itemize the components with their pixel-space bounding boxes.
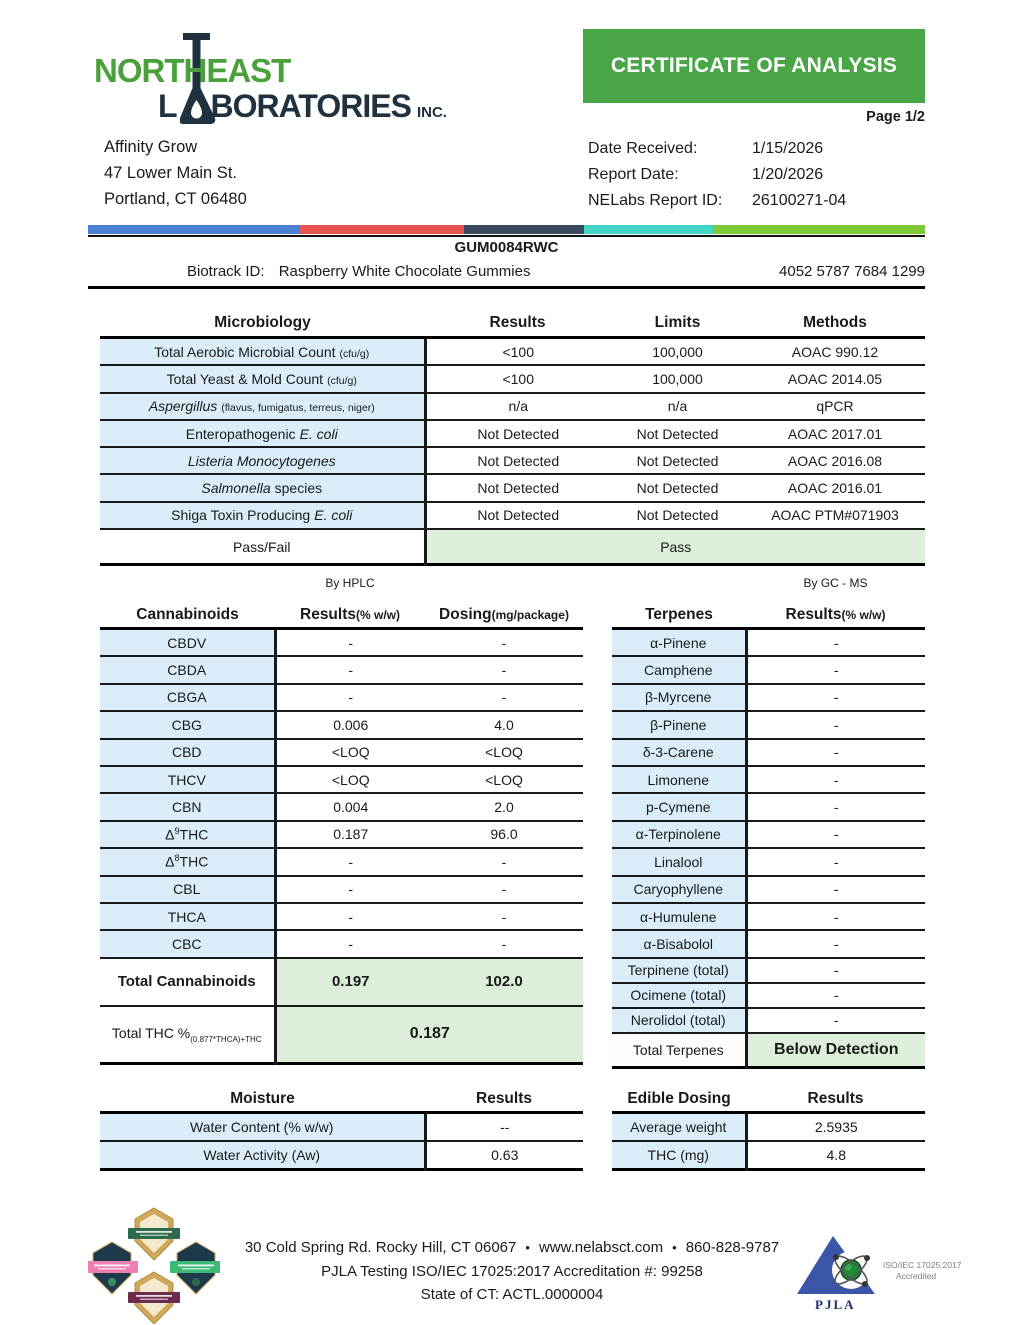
canna-dosing: - [425, 876, 583, 903]
canna-analyte-sup: 9 [174, 826, 180, 837]
micro-method: qPCR [745, 393, 925, 420]
pjla-iso-text: ISO/IEC 17025:2017 [883, 1260, 962, 1270]
terp-result: - [746, 793, 925, 820]
micro-limit: n/a [610, 393, 745, 420]
micro-analyte-name: Listeria Monocytogenes [187, 452, 336, 469]
terp-row [612, 958, 925, 983]
micro-analyte-cell [100, 420, 425, 447]
micro-analyte-name: Shiga Toxin Producing [171, 507, 311, 524]
terp-result: - [746, 684, 925, 711]
terp-analyte-cell: δ-3-Carene [612, 739, 746, 766]
terp-analyte-cell: Terpinene (total) [612, 958, 746, 983]
canna-analyte-cell [100, 711, 275, 738]
canna-result: 0.004 [275, 793, 425, 820]
micro-row [100, 447, 925, 474]
logo-word-laboratories [158, 88, 447, 125]
micro-method: AOAC 2014.05 [745, 365, 925, 392]
canna-analyte-cell [100, 629, 275, 657]
micro-result: <100 [425, 365, 610, 392]
terp-result: - [746, 1008, 925, 1033]
terp-analyte-cell: β-Myrcene [612, 684, 746, 711]
micro-header-limits: Limits [610, 310, 745, 338]
micro-result: Not Detected [425, 447, 610, 474]
terp-row [612, 930, 925, 957]
canna-row [100, 766, 583, 793]
bar-segment-navy [464, 225, 585, 234]
canna-row [100, 739, 583, 766]
edible-row-result: 4.8 [746, 1141, 925, 1170]
canna-result: 0.006 [275, 711, 425, 738]
moisture-row [100, 1141, 583, 1170]
terp-result: - [746, 876, 925, 903]
total-thc-formula: (0.877*THCA)+THC [190, 1034, 262, 1044]
micro-result: n/a [425, 393, 610, 420]
terp-row [612, 684, 925, 711]
terp-analyte-cell: Limonene [612, 766, 746, 793]
terp-analyte-cell: α-Pinene [612, 629, 746, 657]
micro-limit: Not Detected [610, 447, 745, 474]
terp-row [612, 848, 925, 875]
canna-row [100, 711, 583, 738]
micro-limit: 100,000 [652, 343, 703, 360]
canna-analyte-name: THC [179, 826, 209, 843]
canna-header-dosing [425, 603, 583, 629]
micro-limit: Not Detected [610, 502, 745, 529]
terp-total-label: Total Terpenes [612, 1033, 746, 1068]
micro-analyte-qualifier: (flavus, fumigatus, terreus, niger) [221, 402, 375, 415]
moisture-header-row [100, 1086, 583, 1113]
moisture-row-label: Water Content (% w/w) [100, 1113, 425, 1142]
meta-row [588, 188, 846, 214]
canna-header-dosing-unit: (mg/package) [491, 608, 569, 622]
canna-header-row [100, 603, 583, 629]
canna-analyte-sup: 8 [174, 853, 180, 864]
micro-analyte-cell [100, 502, 425, 529]
canna-analyte-name: CBGA [166, 689, 207, 706]
canna-dosing: - [501, 634, 507, 651]
terp-analyte-cell: α-Terpinolene [612, 821, 746, 848]
product-name: Raspberry White Chocolate Gummies [278, 263, 531, 280]
total-thc-label [100, 1006, 275, 1064]
terp-row [612, 983, 925, 1008]
passfail-value: Pass [425, 529, 925, 565]
micro-row [100, 338, 925, 366]
micro-row [100, 420, 925, 447]
canna-analyte-name: CBL [173, 881, 201, 898]
report-id-value: 26100271-04 [752, 192, 847, 209]
northeast-laboratories-logo [92, 34, 482, 134]
canna-result: - [275, 930, 425, 957]
canna-result: - [275, 656, 425, 683]
micro-analyte-cell [100, 447, 425, 474]
micro-analyte-name: Salmonella [201, 480, 271, 497]
terp-row [612, 766, 925, 793]
badge-right [170, 1242, 220, 1294]
emerald-badges-icon [88, 1206, 220, 1324]
terp-result: - [746, 903, 925, 930]
biotrack-row [88, 263, 925, 280]
canna-result: 0.187 [275, 821, 425, 848]
logo-letter-l: L [158, 88, 177, 124]
terp-analyte-cell: β-Pinene [612, 711, 746, 738]
client-street: 47 Lower Main St. [104, 164, 237, 182]
color-divider-bar [88, 225, 925, 234]
canna-result: - [275, 684, 425, 711]
micro-analyte-name: E. coli [314, 507, 353, 524]
micro-analyte-cell [100, 365, 425, 392]
report-id-label: NELabs Report ID: [588, 192, 723, 209]
moisture-row-result: 0.63 [425, 1141, 583, 1170]
terp-row [612, 1008, 925, 1033]
edible-row [612, 1141, 925, 1170]
terp-result: - [746, 766, 925, 793]
micro-result: <100 [502, 343, 535, 360]
canna-dosing: <LOQ [425, 766, 583, 793]
terp-result: - [746, 848, 925, 875]
micro-header-methods: Methods [745, 310, 925, 338]
terp-analyte-cell: α-Bisabolol [612, 930, 746, 957]
terp-analyte-cell: α-Humulene [612, 903, 746, 930]
bar-segment-green [713, 225, 925, 234]
footer-text [230, 1236, 794, 1307]
canna-total-result: 0.197 [275, 958, 425, 1006]
moisture-row [100, 1113, 583, 1142]
micro-analyte-name: species [274, 480, 323, 497]
micro-analyte-name: Aspergillus [148, 398, 218, 415]
terp-analyte-cell: Nerolidol (total) [612, 1008, 746, 1033]
micro-analyte-qualifier: (cfu/g) [339, 347, 370, 360]
meta-row [588, 136, 846, 162]
footer-contact-line [230, 1236, 794, 1260]
terp-result: - [746, 983, 925, 1008]
canna-row [100, 903, 583, 930]
edible-header-row [612, 1086, 925, 1113]
date-received-value: 1/15/2026 [752, 140, 824, 157]
micro-analyte-cell [100, 393, 425, 420]
bullet-separator: • [672, 1240, 677, 1255]
micro-row [100, 474, 925, 501]
badge-left [88, 1242, 138, 1294]
micro-analyte-name: Total Aerobic Microbial Count [154, 343, 336, 360]
canna-dosing: - [425, 684, 583, 711]
date-received-label: Date Received: [588, 140, 698, 157]
client-city: Portland, CT 06480 [104, 190, 247, 208]
canna-analyte-name: CBN [171, 799, 202, 816]
canna-dosing: - [425, 848, 583, 875]
lab-website: www.nelabsct.com [538, 1239, 664, 1256]
canna-result: - [275, 848, 425, 875]
micro-analyte-cell [100, 474, 425, 501]
canna-row [100, 876, 583, 903]
edible-row-label: Average weight [612, 1113, 746, 1142]
micro-passfail-row [100, 529, 925, 565]
micro-limit: Not Detected [610, 420, 745, 447]
terp-header-row [612, 603, 925, 629]
micro-analyte-cell [100, 338, 425, 366]
micro-analyte-name: Total Yeast & Mold Count [166, 370, 324, 387]
bullet-separator: • [525, 1240, 530, 1255]
terp-header-analyte: Terpenes [612, 603, 746, 629]
canna-dosing: <LOQ [425, 739, 583, 766]
canna-result: <LOQ [275, 766, 425, 793]
terp-result: - [746, 711, 925, 738]
canna-row [100, 656, 583, 683]
edible-dosing-table [612, 1086, 925, 1171]
meta-row [588, 162, 846, 188]
terp-row [612, 739, 925, 766]
terp-row [612, 876, 925, 903]
micro-result: Not Detected [425, 420, 610, 447]
canna-row [100, 821, 583, 848]
canna-analyte-name: CBG [171, 716, 202, 733]
edible-header-label: Edible Dosing [612, 1086, 746, 1113]
canna-analyte-cell [100, 766, 275, 793]
micro-header-row [100, 310, 925, 338]
canna-result: - [275, 876, 425, 903]
logo-word-northeast: NORTHEAST [94, 52, 291, 89]
badge-top [128, 1208, 180, 1260]
terp-total-row [612, 1033, 925, 1068]
micro-method: AOAC 2017.01 [745, 420, 925, 447]
page-number: Page 1/2 [866, 109, 925, 125]
canna-result: - [275, 903, 425, 930]
micro-header-analyte: Microbiology [100, 310, 425, 338]
micro-row [100, 502, 925, 529]
sample-code: GUM0084RWC [454, 239, 559, 256]
canna-analyte-name: CBDV [167, 634, 207, 651]
terp-row [612, 629, 925, 657]
canna-dosing: 2.0 [425, 793, 583, 820]
canna-dosing: 96.0 [425, 821, 583, 848]
logo-word-boratories: BORATORIES [210, 88, 411, 124]
canna-dosing: - [425, 930, 583, 957]
moisture-header-label: Moisture [100, 1086, 425, 1113]
footer-accreditation-line: PJLA Testing ISO/IEC 17025:2017 Accreditation #: 99258 [321, 1262, 703, 1280]
micro-analyte-qualifier: (cfu/g) [327, 374, 357, 387]
canna-analyte-cell [100, 656, 275, 683]
terp-header-results-unit: (% w/w) [841, 608, 886, 622]
moisture-header-results: Results [425, 1086, 583, 1113]
canna-total-row [100, 958, 583, 1006]
canna-header-results-word: Results [300, 606, 356, 623]
micro-row [100, 393, 925, 420]
canna-header-results-unit: (% w/w) [356, 608, 400, 622]
edible-row-result: 2.5935 [814, 1119, 858, 1135]
micro-limit: 100,000 [610, 365, 745, 392]
canna-row [100, 684, 583, 711]
canna-row [100, 629, 583, 657]
canna-analyte-cell [100, 903, 275, 930]
divider-rule [88, 235, 925, 237]
canna-analyte-name: Δ [165, 854, 175, 871]
pjla-accreditation-logo [793, 1233, 963, 1313]
terp-analyte-cell: p-Cymene [612, 793, 746, 820]
moisture-table [100, 1086, 583, 1171]
terp-row [612, 793, 925, 820]
terpenes-method-note: By GC - MS [803, 576, 868, 590]
canna-dosing: - [425, 903, 583, 930]
report-date-value: 1/20/2026 [752, 166, 824, 183]
lab-phone: 860-828-9787 [685, 1239, 780, 1256]
canna-header-dosing-word: Dosing [439, 606, 492, 623]
lab-address: 30 Cold Spring Rd. Rocky Hill, CT 06067 [244, 1239, 517, 1256]
canna-analyte-cell [100, 876, 275, 903]
bar-segment-blue [88, 225, 300, 234]
report-meta [588, 136, 846, 214]
cannabinoids-method-note: By HPLC [325, 576, 375, 590]
micro-method: AOAC PTM#071903 [745, 502, 925, 529]
canna-result: <LOQ [275, 739, 425, 766]
micro-result: Not Detected [425, 474, 610, 501]
terp-result: - [746, 958, 925, 983]
edible-row [612, 1113, 925, 1142]
canna-header-analyte: Cannabinoids [100, 603, 275, 629]
micro-row [100, 365, 925, 392]
terp-row [612, 711, 925, 738]
edible-header-results: Results [746, 1086, 925, 1113]
canna-header-results [275, 603, 425, 629]
canna-dosing: 4.0 [425, 711, 583, 738]
micro-analyte-name: Enteropathogenic [185, 425, 296, 442]
terp-result: - [833, 634, 839, 651]
moisture-row-label: Water Activity (Aw) [100, 1141, 425, 1170]
terp-header-results [746, 603, 925, 629]
micro-result: Not Detected [425, 502, 610, 529]
badge-bottom [128, 1272, 180, 1324]
canna-analyte-name: CBDA [167, 662, 207, 679]
canna-row [100, 930, 583, 957]
report-date-label: Report Date: [588, 166, 679, 183]
logo-suffix-inc: INC. [416, 104, 447, 121]
terp-analyte-cell: Camphene [612, 656, 746, 683]
micro-limit: Not Detected [610, 474, 745, 501]
terp-row [612, 656, 925, 683]
canna-row [100, 793, 583, 820]
canna-analyte-cell [100, 684, 275, 711]
terp-header-results-word: Results [785, 606, 842, 623]
terp-result: - [746, 739, 925, 766]
certificate-banner: CERTIFICATE OF ANALYSIS [583, 29, 925, 103]
total-thc-value: 0.187 [275, 1006, 583, 1064]
terpenes-table [612, 603, 925, 1069]
canna-result: - [348, 634, 354, 651]
client-address [104, 134, 247, 212]
cannabinoids-table [100, 603, 583, 1065]
terp-row [612, 903, 925, 930]
canna-analyte-name: CBC [171, 935, 202, 952]
biotrack-number: 4052 5787 7684 1299 [779, 263, 925, 280]
canna-analyte-name: THCV [167, 771, 206, 788]
micro-method: AOAC 2016.01 [745, 474, 925, 501]
micro-method: AOAC 990.12 [791, 343, 879, 360]
canna-analyte-name: Δ [165, 826, 175, 843]
section-rule [88, 286, 925, 289]
canna-analyte-cell [100, 821, 275, 848]
terp-total-value: Below Detection [746, 1033, 925, 1068]
pjla-wordmark: PJLA [815, 1297, 856, 1312]
terp-row [612, 821, 925, 848]
edible-row-label: THC (mg) [612, 1141, 746, 1170]
canna-analyte-cell [100, 739, 275, 766]
passfail-label: Pass/Fail [100, 529, 425, 565]
canna-analyte-name: CBD [171, 744, 202, 761]
moisture-row-result: -- [500, 1119, 510, 1135]
bar-segment-teal [584, 225, 713, 234]
canna-row [100, 848, 583, 875]
microbiology-table [100, 310, 925, 566]
bar-segment-red [300, 225, 464, 234]
pjla-accredited-text: Accredited [896, 1271, 937, 1281]
canna-analyte-name: THCA [167, 908, 206, 925]
micro-method: AOAC 2016.08 [745, 447, 925, 474]
client-name: Affinity Grow [104, 138, 198, 156]
canna-analyte-cell [100, 930, 275, 957]
footer-state-license-line: State of CT: ACTL.0000004 [420, 1286, 604, 1303]
canna-dosing: - [425, 656, 583, 683]
terp-result: - [746, 930, 925, 957]
terp-result: - [746, 821, 925, 848]
total-thc-label-text: Total THC % [111, 1024, 191, 1041]
canna-total-dosing: 102.0 [425, 958, 583, 1006]
micro-analyte-name: E. coli [299, 425, 338, 442]
terp-result: - [746, 656, 925, 683]
terp-analyte-cell: Linalool [612, 848, 746, 875]
terp-analyte-cell: Caryophyllene [612, 876, 746, 903]
terp-analyte-cell: Ocimene (total) [612, 983, 746, 1008]
biotrack-label: Biotrack ID: [187, 263, 265, 280]
canna-analyte-cell [100, 793, 275, 820]
micro-header-results: Results [425, 310, 610, 338]
canna-analyte-cell [100, 848, 275, 875]
canna-analyte-name: THC [179, 854, 209, 871]
total-thc-row [100, 1006, 583, 1064]
canna-total-label: Total Cannabinoids [100, 958, 275, 1006]
